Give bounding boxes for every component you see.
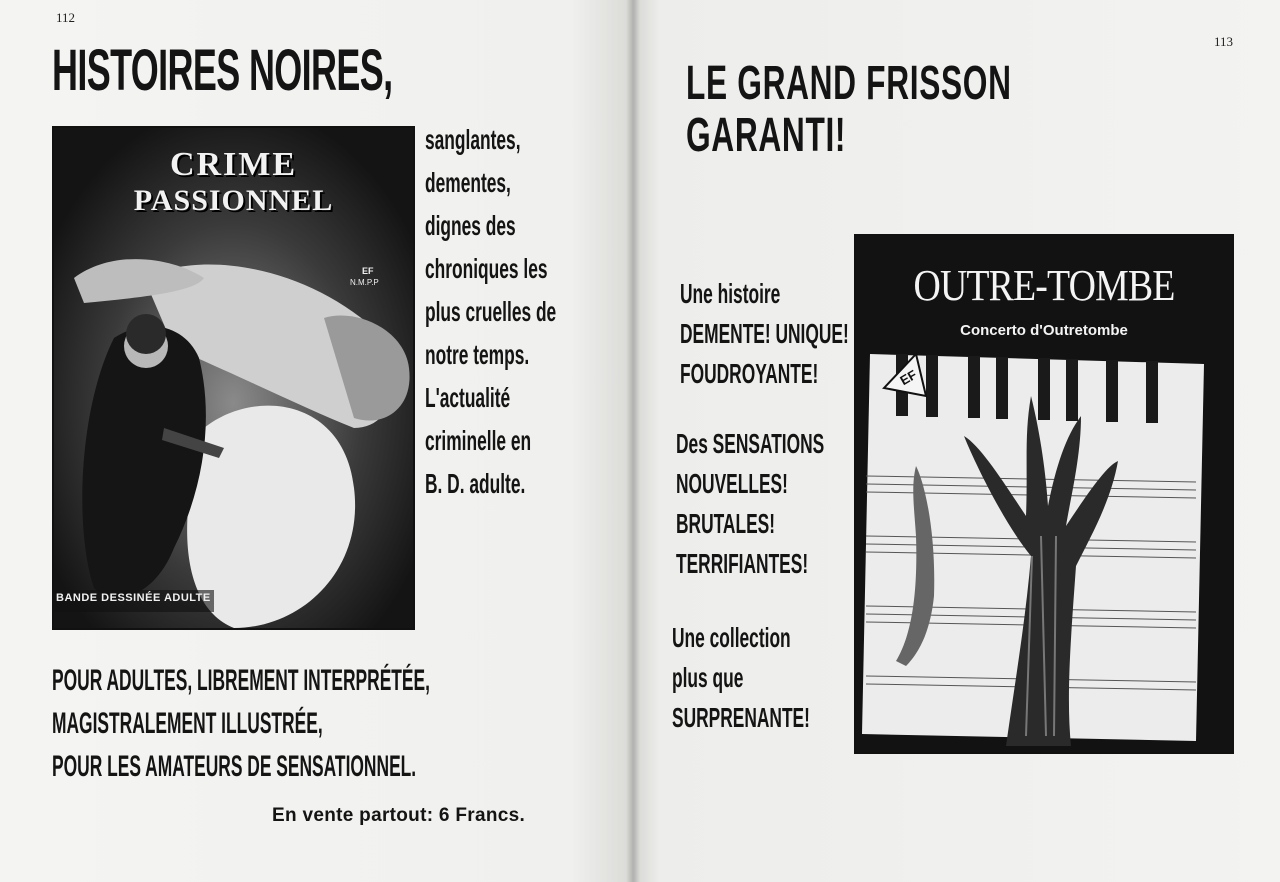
- right-headline-line2: GARANTI!: [686, 109, 847, 162]
- block-line: Une histoire: [680, 278, 781, 309]
- cover-publisher: N.M.P.P: [350, 278, 379, 287]
- right-headline-line1: LE GRAND FRISSON: [686, 57, 1012, 110]
- page-number-left: 112: [56, 10, 76, 25]
- bottom-line: POUR LES AMATEURS DE SENSATIONNEL.: [52, 750, 417, 783]
- book-gutter: [626, 0, 640, 882]
- side-line: notre temps.: [425, 339, 530, 370]
- block-line: Une collection: [672, 622, 791, 653]
- outre-tombe-title: OUTRE-TOMBE: [913, 261, 1175, 310]
- left-page: [0, 0, 634, 882]
- cover-illustration: [856, 236, 1232, 752]
- side-line: sanglantes,: [425, 124, 521, 155]
- cover-title-line1: CRIME: [169, 146, 298, 183]
- block-line: TERRIFIANTES!: [676, 548, 809, 579]
- left-side-text: [425, 124, 637, 511]
- crime-passionnel-cover: [52, 126, 415, 630]
- block-line: BRUTALES!: [676, 508, 776, 539]
- price-line: En vente partout: 6 Francs.: [272, 805, 526, 826]
- block-line: Des SENSATIONS: [676, 428, 825, 459]
- bottom-line: POUR ADULTES, LIBREMENT INTERPRÉTÉE,: [52, 664, 430, 697]
- page-number-right: 113: [1214, 34, 1234, 49]
- block-line: plus que: [672, 662, 744, 693]
- outre-tombe-subtitle: Concerto d'Outretombe: [960, 322, 1128, 339]
- side-line: chroniques les: [425, 253, 548, 284]
- side-line: dignes des: [425, 210, 516, 241]
- outre-tombe-badge: EF: [897, 366, 920, 389]
- cover-badge: EF: [362, 266, 374, 276]
- outre-tombe-cover: [854, 234, 1234, 754]
- side-line: dementes,: [425, 167, 511, 198]
- side-line: L'actualité: [425, 382, 511, 413]
- right-page: [634, 0, 1280, 882]
- bottom-line: MAGISTRALEMENT ILLUSTRÉE,: [52, 707, 323, 740]
- left-bottom-text: [52, 664, 704, 793]
- block-line: SURPRENANTE!: [672, 702, 810, 733]
- side-line: B. D. adulte.: [425, 468, 526, 499]
- block-line: DEMENTE! UNIQUE!: [680, 318, 849, 349]
- side-line: criminelle en: [425, 425, 532, 456]
- side-line: plus cruelles de: [425, 296, 557, 327]
- block-line: NOUVELLES!: [676, 468, 788, 499]
- left-headline: HISTOIRES NOIRES,: [52, 38, 393, 103]
- cover-footer: BANDE DESSINÉE ADULTE: [56, 592, 211, 604]
- cover-title-line2: PASSIONNEL: [133, 184, 334, 217]
- block-line: FOUDROYANTE!: [680, 358, 819, 389]
